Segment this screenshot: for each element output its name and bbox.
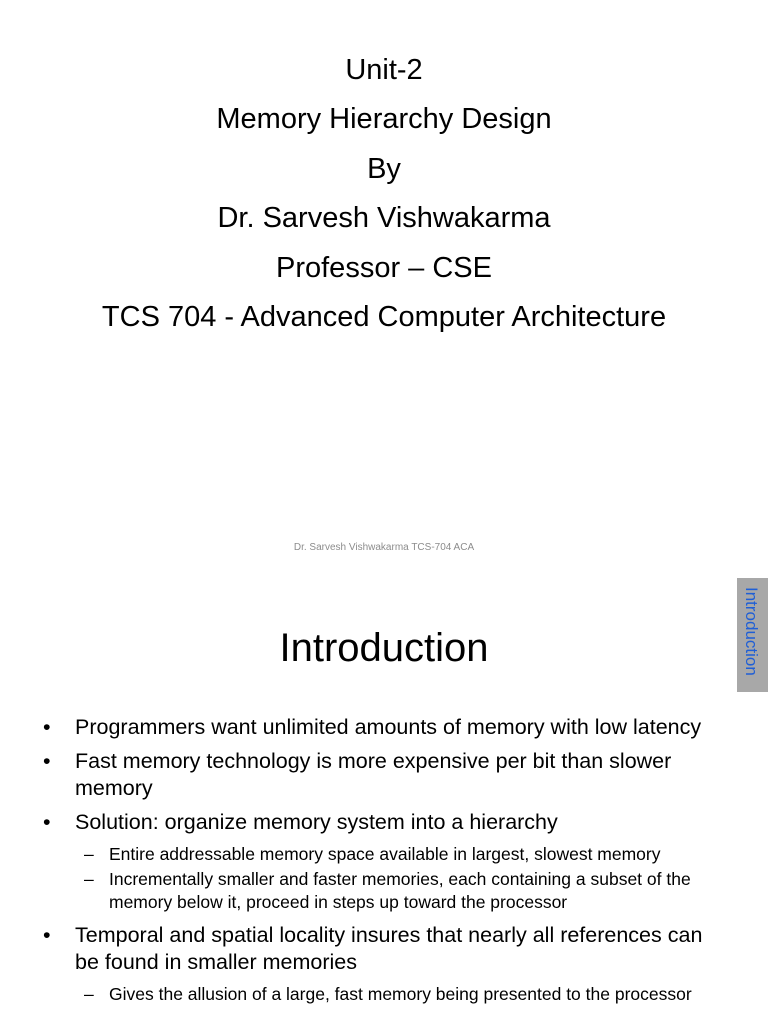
sub-bullet-item: – Incrementally smaller and faster memories, each containing a subset of the memory below it, proceed in steps up toward the processor: [0, 868, 729, 914]
title-unit: Unit-2: [345, 54, 423, 86]
title-position: Professor – CSE: [276, 251, 492, 284]
slide-introduction: [0, 572, 768, 1024]
bullet-item: • Fast memory technology is more expensive per bit than slower memory: [0, 748, 725, 802]
slide-footer: Dr. Sarvesh Vishwakarma TCS-704 ACA: [293, 542, 475, 553]
bullet-item: • Programmers want unlimited amounts of memory with low latency: [0, 714, 725, 741]
title-by: By: [367, 152, 401, 185]
title-block: [0, 46, 768, 342]
title-course: TCS 704 - Advanced Computer Architecture: [101, 300, 667, 333]
bullet-item: • Solution: organize memory system into a hierarchy: [0, 809, 725, 836]
bullet-list: [0, 714, 768, 1014]
sub-bullet-item: – Entire addressable memory space available in largest, slowest memory: [0, 843, 729, 866]
title-author: Dr. Sarvesh Vishwakarma: [217, 202, 551, 235]
title-topic: Memory Hierarchy Design: [216, 103, 552, 136]
slide-heading: Introduction: [279, 626, 489, 670]
sub-bullet-item: – Gives the allusion of a large, fast memory being presented to the processor: [0, 983, 729, 1006]
bullet-item: • Temporal and spatial locality insures that nearly all references can be found in smaller memories: [0, 922, 725, 976]
side-tab-label: Introduction: [742, 587, 761, 676]
